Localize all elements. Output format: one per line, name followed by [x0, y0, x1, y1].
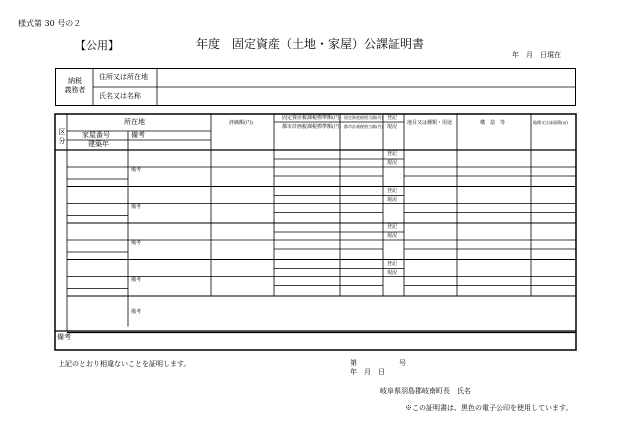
- land-category-header: 地目又は種類・用途: [407, 120, 453, 126]
- seal-note: ※この証明書は、黒色の電子公印を使用しています。: [405, 404, 573, 412]
- location-header: 所在地: [124, 118, 145, 126]
- as-of-date: 年 月 日現在: [512, 51, 561, 59]
- row-current-label: 現況: [387, 160, 398, 166]
- fixed-asset-base-header: 固定資産税課税標準額(円): [282, 115, 341, 121]
- name-label: 氏名又は名称: [99, 92, 141, 100]
- house-number-header: 家屋番号: [82, 131, 110, 139]
- kubun-header: 区 分: [58, 128, 66, 145]
- current-header: 現況: [387, 124, 398, 130]
- city-planning-base-header: 都市計画税課税標準額(円): [282, 124, 341, 130]
- row-current-label: 現況: [387, 196, 398, 203]
- row-current-label: 現況: [387, 233, 398, 239]
- row-remarks-label: 備考: [131, 276, 142, 283]
- row-remarks-label: 備考: [131, 167, 142, 173]
- certificate-number: 第 号: [350, 359, 406, 367]
- row-remarks-label: 備考: [131, 309, 142, 315]
- row-remarks-label: 備考: [131, 203, 142, 210]
- area-header: 地積又は床面積(㎡): [533, 120, 569, 125]
- row-registered-label: 登記: [387, 151, 398, 157]
- page-title: 年度 固定資産（土地・家屋）公課証明書: [196, 37, 425, 51]
- remarks-header: 備考: [131, 131, 145, 139]
- address-label: 住所又は所在地: [99, 73, 148, 81]
- row-remarks-label: 備考: [131, 240, 142, 246]
- city-planning-tax-header: 都市計画税相当額(円): [344, 124, 384, 129]
- fixed-asset-tax-header: 固定資産税相当額(円): [344, 115, 384, 120]
- registered-header: 登記: [387, 115, 398, 121]
- form-number: 様式第 30 号の２: [18, 19, 82, 28]
- taxpayer-label: 納税 義務者: [64, 77, 86, 94]
- row-registered-label: 登記: [387, 224, 398, 230]
- public-use-label: 【公用】: [75, 39, 119, 52]
- built-year-header: 建築年: [88, 140, 109, 148]
- certificate-date: 年 月 日: [350, 368, 385, 376]
- row-current-label: 現況: [387, 269, 398, 276]
- assessed-value-header: 評価額(円): [229, 120, 253, 126]
- row-registered-label: 登記: [387, 260, 398, 267]
- structure-header: 構 造 等: [480, 120, 506, 126]
- row-registered-label: 登記: [387, 187, 398, 194]
- footer-remarks-label: 備考: [57, 333, 71, 341]
- issuer: 岐阜県羽島郡岐南町長 氏名: [380, 387, 471, 395]
- certification-text: 上記のとおり相違ないことを証明します。: [58, 360, 191, 368]
